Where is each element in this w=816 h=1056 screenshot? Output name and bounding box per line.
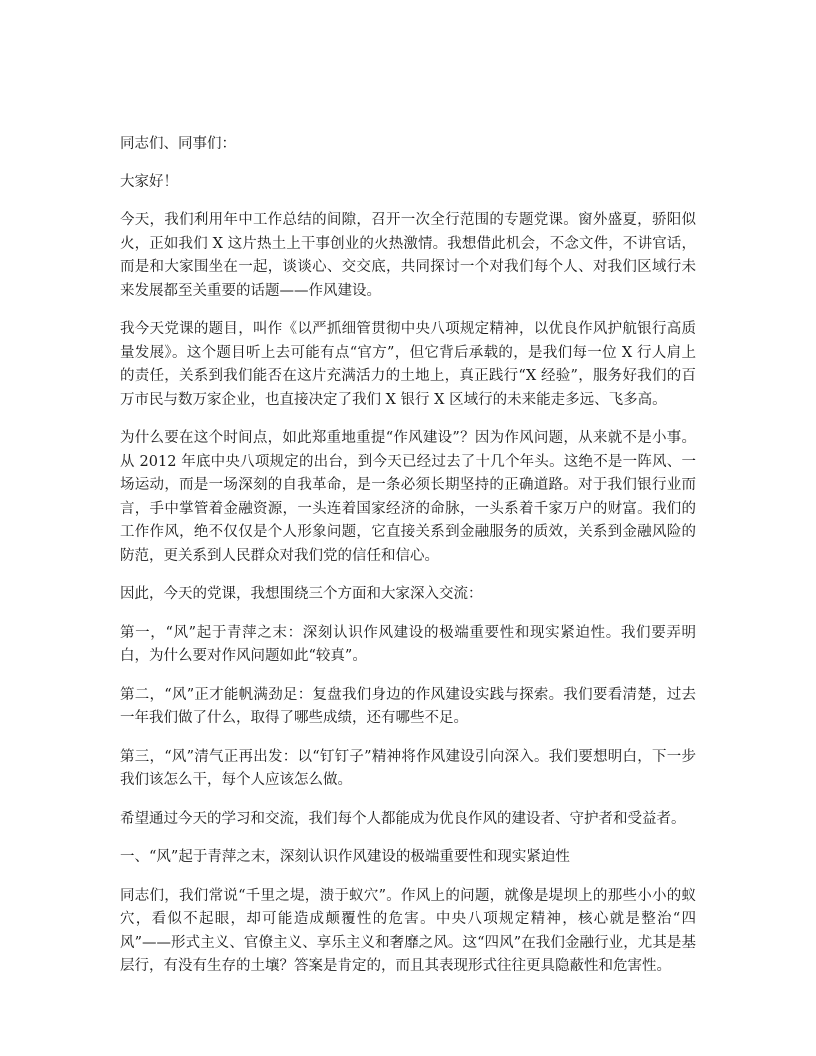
hope-paragraph: 希望通过今天的学习和交流，我们每个人都能成为优良作风的建设者、守护者和受益者。 [120, 810, 686, 827]
topic-paragraph: 我今天党课的题目，叫作《以严抓细管贯彻中央八项规定精神，以优良作风护航银行高质量发展》。这个题目听上去可能有点“官方”，但它背后承载的，是我们每一位 X 行人肩上的责任，关系到我们能否在这片充满活力的土地上，真正践行“X 经验”，服务好我们的百万市民与数万家企业，也直接决定了我们 X 银行 X 区域行的未来能走多远、飞多高。 [120, 321, 696, 408]
outline-point-3: 第三，“风”清气正再出发：以“钉钉子”精神将作风建设引向深入。我们要想明白，下一步我们该怎么干，每个人应该怎么做。 [120, 748, 696, 788]
section-1-paragraph: 同志们，我们常说“千里之堤，溃于蚁穴”。作风上的问题，就像是堤坝上的那些小小的蚁穴，看似不起眼，却可能造成颠覆性的危害。中央八项规定精神，核心就是整治“四风”——形式主义、官僚主义、享乐主义和奢靡之风。这“四风”在我们金融行业，尤其是基层行，有没有生存的土壤？答案是肯定的，而且其表现形式往往更具隐蔽性和危害性。 [120, 887, 696, 974]
outline-point-1: 第一，“风”起于青萍之末：深刻认识作风建设的极端重要性和现实紧迫性。我们要弄明白，为什么要对作风问题如此“较真”。 [120, 624, 696, 664]
document-body [120, 133, 696, 994]
why-paragraph: 为什么要在这个时间点，如此郑重地重提“作风建设”？因为作风问题，从来就不是小事。从 2012 年底中央八项规定的出台，到今天已经过去了十几个年头。这绝不是一阵风、一场运动，而是一场深刻的自我革命，是一条必须长期坚持的正确道路。对于我们银行业而言，手中掌管着金融资源，一头连着国家经济的命脉，一头系着千家万户的财富。我们的工作作风，绝不仅仅是个人形象问题，它直接关系到金融服务的质效，关系到金融风险的防范，更关系到人民群众对我们党的信任和信心。 [120, 430, 696, 564]
salutation: 同志们、同事们： [120, 136, 236, 152]
intro-paragraph: 今天，我们利用年中工作总结的间隙，召开一次全行范围的专题党课。窗外盛夏，骄阳似火，正如我们 X 这片热土上干事创业的火热激情。我想借此机会，不念文件，不讲官话，而是和大家围坐在一起，谈谈心、交交底，共同探讨一个对我们每个人、对我们区域行未来发展都至关重要的话题——作风建设。 [120, 212, 696, 299]
outline-point-2: 第二，“风”正才能帆满劲足：复盘我们身边的作风建设实践与探索。我们要看清楚，过去一年我们做了什么，取得了哪些成绩，还有哪些不足。 [120, 686, 696, 726]
greeting: 大家好！ [120, 173, 178, 190]
outline-intro: 因此，今天的党课，我想围绕三个方面和大家深入交流： [120, 586, 483, 602]
section-heading-1: 一、“风”起于青萍之末，深刻认识作风建设的极端重要性和现实紧迫性 [120, 849, 570, 865]
